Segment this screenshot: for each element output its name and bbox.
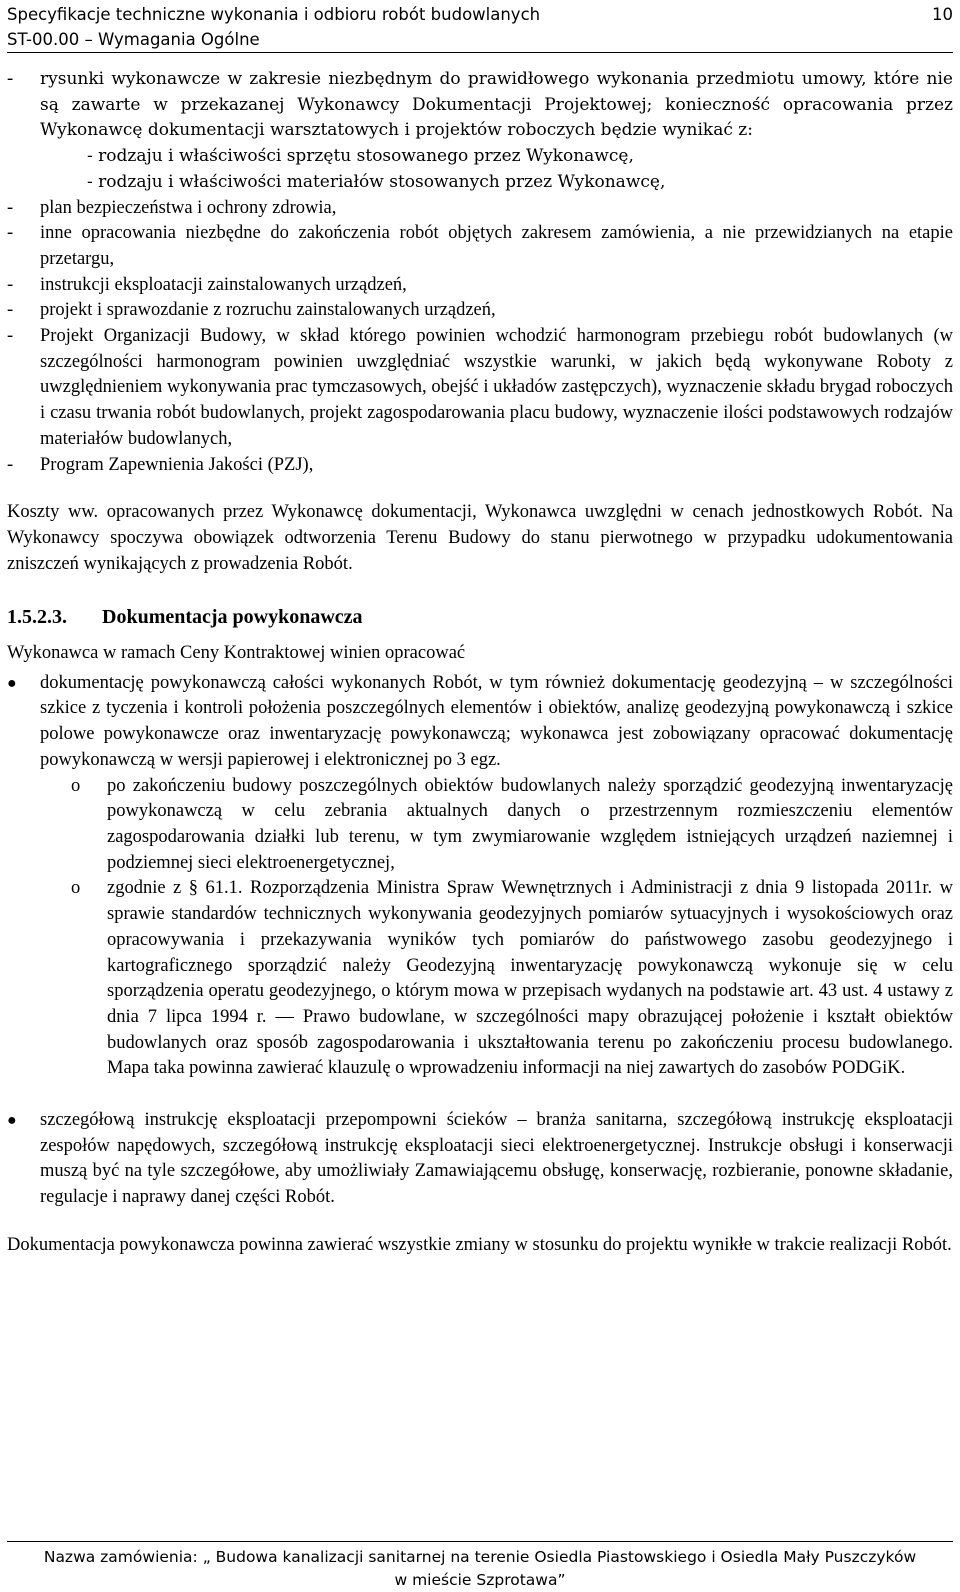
dash-marker: - <box>7 274 14 295</box>
list-item-text: plan bezpieczeństwa i ochrony zdrowia, <box>40 197 337 218</box>
section-title: Dokumentacja powykonawcza <box>102 606 363 629</box>
bullet-text: dokumentację powykonawczą całości wykonanych Robót, w tym również dokumentację geodezyjną – w szczególności szkice z tyczenia i kontroli położenia poszczególnych elementów i obiektów, analizę geodezyjną powykonawczą i szkice polowe powykonawcze oraz inwentaryzację powykonawczą; wykonawca jest zobowiązany opracować dokumentację powykonawczą w wersji papierowej i elektronicznej po 3 egz. <box>40 672 953 770</box>
section-number: 1.5.2.3. <box>7 606 67 629</box>
dash-marker: - <box>7 326 14 347</box>
circle-bullet-icon: o <box>71 775 81 796</box>
list-item-text: rysunki wykonawcze w zakresie niezbędnym do prawidłowego wykonania przedmiotu umowy, które nie są zawarte w przekazanej Wykonawcy Dokumentacji Projektowej; konieczność opracowania przez Wykonawcę dokumentacji warsztatowych i projektów roboczych będzie wynikać z: <box>40 69 953 141</box>
sub-bullet-item <box>7 876 953 1082</box>
page-footer <box>7 1546 953 1592</box>
list-item <box>7 67 953 144</box>
footer-divider <box>7 1541 953 1542</box>
list-item <box>7 324 953 453</box>
header-title: Specyfikacje techniczne wykonania i odbioru robót budowlanych <box>7 5 541 24</box>
header-subtitle: ST-00.00 – Wymagania Ogólne <box>7 30 260 49</box>
sub-list-item: - rodzaju i właściwości sprzętu stosowanego przez Wykonawcę, <box>87 146 634 167</box>
list-item <box>7 453 953 479</box>
bullet-icon: ● <box>7 1112 17 1130</box>
list-item-text: projekt i sprawozdanie z rozruchu zainstalowanych urządzeń, <box>40 300 496 321</box>
sub-bullet-text: po zakończeniu budowy poszczególnych obiektów budowlanych należy sporządzić geodezyjną inwentaryzację powykonawczą w celu zebrania aktualnych danych o przestrzennym rozmieszczeniu elementów zagospodarowania działki lub terenu, w tym zwymiarowanie względem istniejących urządzeń naziemnej i podziemnej sieci elektroenergetycznej, <box>107 775 953 873</box>
list-item <box>7 221 953 272</box>
list-item <box>7 298 953 324</box>
dash-marker: - <box>7 454 14 475</box>
sub-list-item: - rodzaju i właściwości materiałów stosowanych przez Wykonawcę, <box>87 171 666 192</box>
list-item <box>7 273 953 299</box>
list-item <box>7 196 953 222</box>
footer-line-1: Nazwa zamówienia: „ Budowa kanalizacji sanitarnej na terenie Osiedla Piastowskiego i Osiedla Mały Puszczyków <box>43 1548 917 1566</box>
dash-marker: - <box>7 69 14 89</box>
dash-marker: - <box>7 197 14 218</box>
list-item-text: Program Zapewnienia Jakości (PZJ), <box>40 454 314 475</box>
list-item-text: instrukcji eksploatacji zainstalowanych urządzeń, <box>40 274 407 295</box>
bullet-text: szczegółową instrukcję eksploatacji przepompowni ścieków – branża sanitarna, szczegółową instrukcję eksploatacji zespołów napędowych, szczegółową instrukcję eksploatacji sieci elektroenergetycznej. Instrukcje obsługi i konserwacji muszą być na tyle szczegółowe, aby umożliwiały Zamawiającemu obsługę, konserwację, rozbieranie, ponowne składanie, regulacje i naprawy danej części Robót. <box>40 1110 953 1208</box>
closing-paragraph: Dokumentacja powykonawcza powinna zawierać wszystkie zmiany w stosunku do projektu wynikłe w trakcie realizacji Robót. <box>7 1234 952 1255</box>
page-header <box>7 2 953 52</box>
header-divider <box>7 52 953 53</box>
bullet-item <box>7 1108 953 1211</box>
bullet-icon: ● <box>7 674 17 692</box>
page-number: 10 <box>932 5 953 24</box>
section-heading <box>7 605 953 631</box>
circle-bullet-icon: o <box>71 878 81 899</box>
dash-marker: - <box>7 300 14 321</box>
costs-paragraph: Koszty ww. opracowanych przez Wykonawcę dokumentacji, Wykonawca uwzględni w cenach jednostkowych Robót. Na Wykonawcy spoczywa obowiązek odtworzenia Terenu Budowy do stanu pierwotnego w przypadku udokumentowania zniszczeń wynikających z prowadzenia Robót. <box>7 502 953 574</box>
sub-bullet-text: zgodnie z § 61.1. Rozporządzenia Ministra Spraw Wewnętrznych i Administracji z dnia 9 listopada 2011r. w sprawie standardów technicznych wykonywania geodezyjnych pomiarów sytuacyjnych i wysokościowych oraz opracowywania i przekazywania wyników tych pomiarów do państwowego zasobu geodezyjnego i kartograficznego sporządzić należy Geodezyjną inwentaryzację powykonawczą wykonuje się w celu sporządzenia operatu geodezyjnego, o którym mowa w przepisach wydanych na podstawie art. 43 ust. 4 ustawy z dnia 7 lipca 1994 r. — Prawo budowlane, w szczególności mapy obrazującej położenie i kształt obiektów budowlanych oraz sposób zagospodarowania i ukształtowania terenu po zakończeniu procesu budowlanego. Mapa taka powinna zawierać klauzulę o wprowadzeniu informacji na niej zawartych do zasobów PODGiK. <box>107 878 953 1079</box>
list-item-text: Projekt Organizacji Budowy, w skład którego powinien wchodzić harmonogram przebiegu robót budowlanych (w szczególności harmonogram powinien uwzględniać wszystkie warunki, w jakich będą wykonywane Roboty z uwzględnieniem wykonywania prac tymczasowych, obejść i układów zastępczych), wyznaczenie składu brygad roboczych i czasu trwania robót budowlanych, projekt zagospodarowania placu budowy, wyznaczenie ilości podstawowych rodzajów materiałów budowlanych, <box>40 326 953 449</box>
list-item-text: inne opracowania niezbędne do zakończenia robót objętych zakresem zamówienia, a nie przewidzianych na etapie przetargu, <box>40 223 953 269</box>
bullet-item <box>7 671 953 774</box>
sub-bullet-item <box>7 774 953 877</box>
dash-marker: - <box>7 223 14 244</box>
section-intro: Wykonawca w ramach Ceny Kontraktowej winien opracować <box>7 643 466 664</box>
footer-line-2: w mieście Szprotawa” <box>394 1571 566 1589</box>
document-body <box>7 67 953 1259</box>
